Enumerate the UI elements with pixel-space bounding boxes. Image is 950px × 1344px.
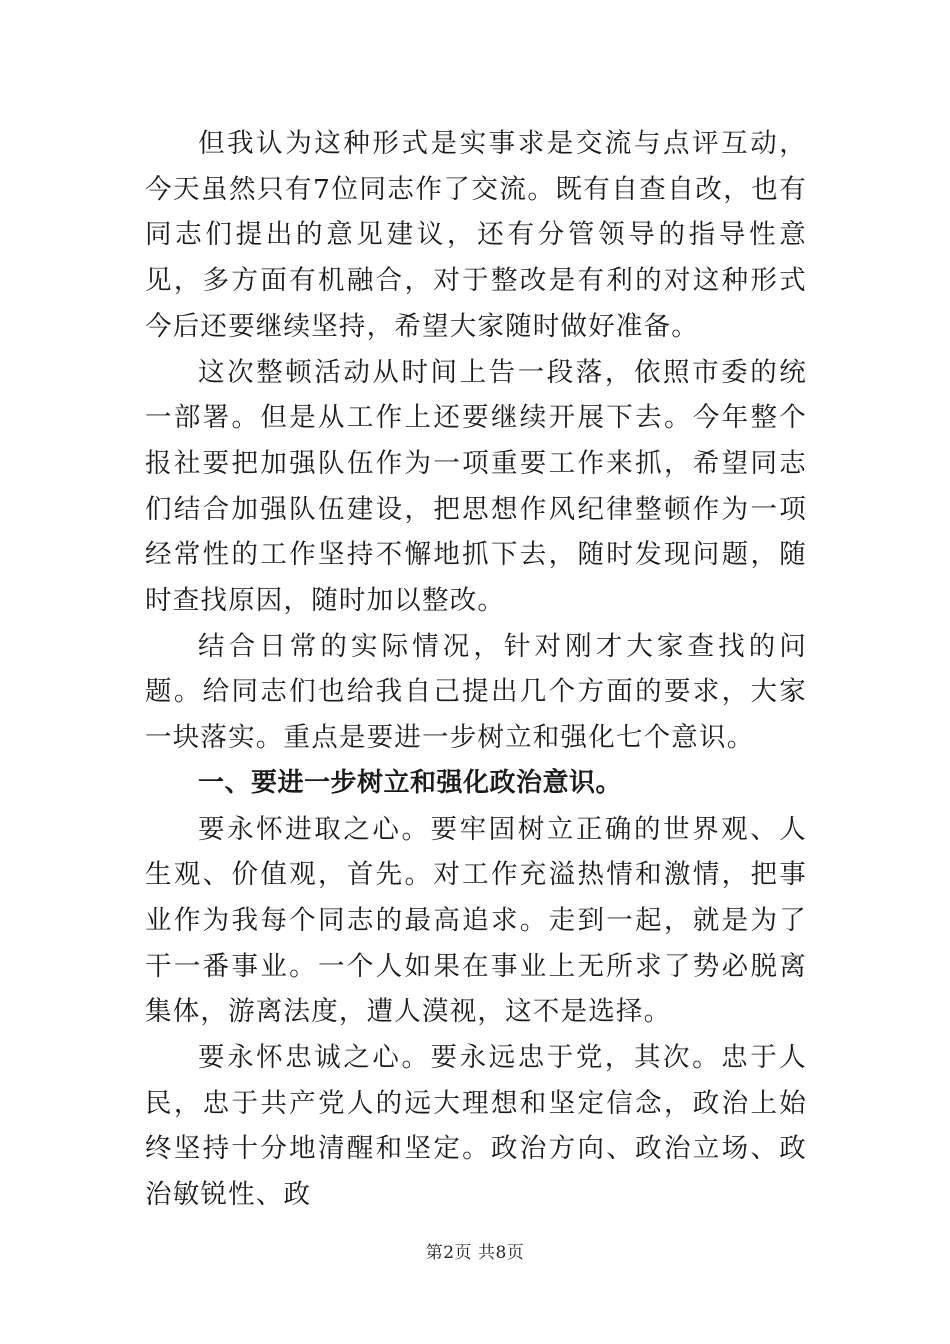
- paragraph: 结合日常的实际情况，针对刚才大家查找的问题。给同志们也给我自己提出几个方面的要求，大家一块落实。重点是要进一步树立和强化七个意识。: [145, 630, 807, 754]
- document-body: [145, 121, 807, 1218]
- paragraph: 要永怀进取之心。要牢固树立正确的世界观、人生观、价值观，首先。对工作充溢热情和激情，把事业作为我每个同志的最高追求。走到一起，就是为了干一番事业。一个人如果在事业上无所求了势必脱离集体，游离法度，遭人漠视，这不是选择。: [145, 813, 807, 1028]
- section-heading: 一、要进一步树立和强化政治意识。: [198, 767, 623, 798]
- paragraph: 但我认为这种形式是实事求是交流与点评互动，今天虽然只有7位同志作了交流。既有自查自改，也有同志们提出的意见建议，还有分管领导的指导性意见，多方面有机融合，对于整改是有利的对这种形式今后还要继续坚持，希望大家随时做好准备。: [145, 128, 807, 342]
- paragraph: 要永怀忠诚之心。要永远忠于党，其次。忠于人民，忠于共产党人的远大理想和坚定信念，政治上始终坚持十分地清醒和坚定。政治方向、政治立场、政治敏锐性、政: [145, 1042, 807, 1211]
- page-number-footer: 第2页 共8页: [425, 1243, 525, 1263]
- paragraph: 这次整顿活动从时间上告一段落，依照市委的统一部署。但是从工作上还要继续开展下去。今年整个报社要把加强队伍作为一项重要工作来抓，希望同志们结合加强队伍建设，把思想作风纪律整顿作为一项经常性的工作坚持不懈地抓下去，随时发现问题，随时查找原因，随时加以整改。: [145, 356, 807, 617]
